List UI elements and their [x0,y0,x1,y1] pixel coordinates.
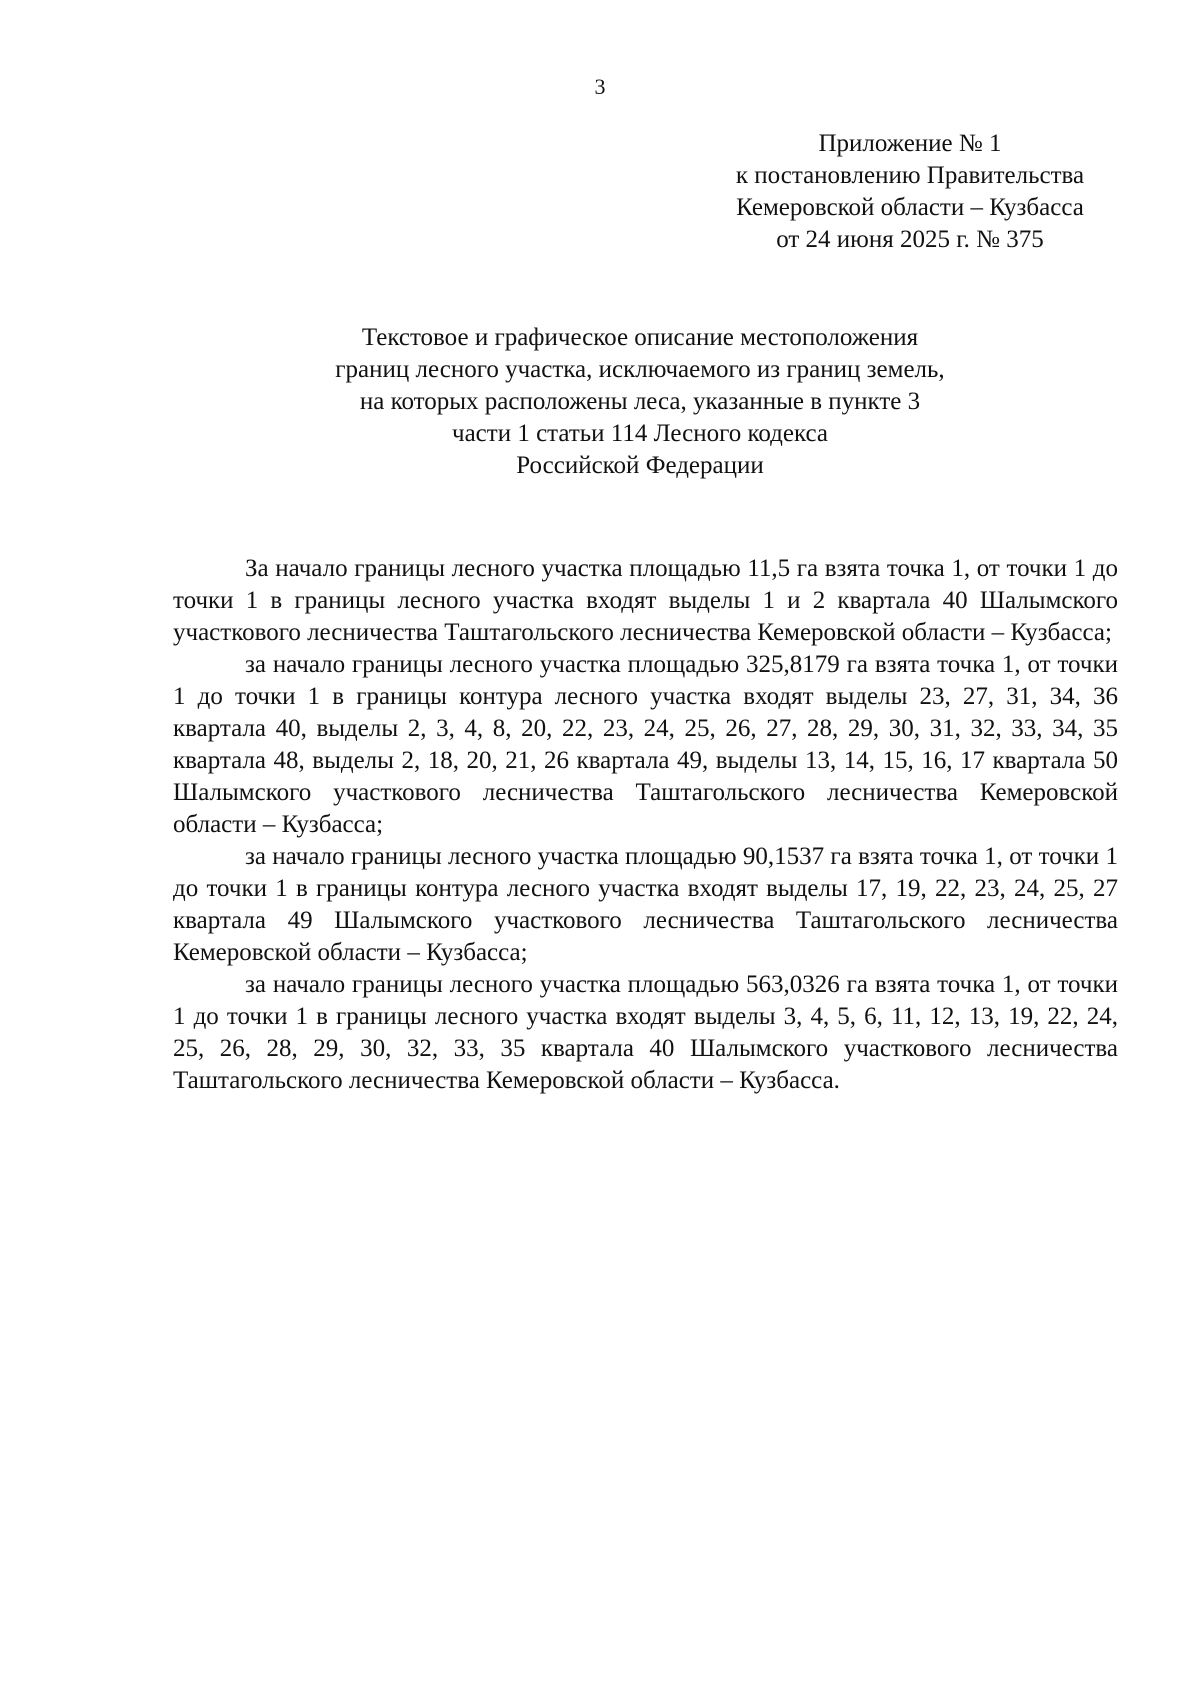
paragraph-1: За начало границы лесного участка площадью 11,5 га взята точка 1, от точки 1 до точки 1 в границы лесного участка входят выделы 1 и 2 квартала 40 Шалымского участкового лесничества Таштагольского лесничества Кемеровской области – Кузбасса; [173,555,1118,646]
title-line-2: границ лесного участка, исключаемого из границ земель, [335,356,945,383]
page-number: 3 [594,74,606,99]
appendix-header [700,128,1120,256]
paragraph-3: за начало границы лесного участка площадью 90,1537 га взята точка 1, от точки 1 до точки 1 в границы контура лесного участка входят выделы 17, 19, 22, 23, 24, 25, 27 квартала 49 Шалымского участкового лесничества Таштагольского лесничества Кемеровской области – Кузбасса; [173,843,1118,966]
paragraph-4: за начало границы лесного участка площадью 563,0326 га взята точка 1, от точки 1 до точки 1 в границы лесного участка входят выделы 3, 4, 5, 6, 11, 12, 13, 19, 22, 24, 25, 26, 28, 29, 30, 32, 33, 35 квартала 40 Шалымского участкового лесничества Таштагольского лесничества Кемеровской области – Кузбасса. [173,971,1118,1094]
title-line-1: Текстовое и графическое описание местоположения [361,324,919,351]
title-line-3: на которых расположены леса, указанные в пункте 3 [359,388,921,415]
appendix-line-4: от 24 июня 2025 г. № 375 [776,226,1044,253]
appendix-line-2: к постановлению Правительства [735,162,1085,189]
title-line-5: Российской Федерации [516,452,764,479]
title-line-4: части 1 статьи 114 Лесного кодекса [452,420,828,447]
paragraph-2: за начало границы лесного участка площадью 325,8179 га взята точка 1, от точки 1 до точки 1 в границы контура лесного участка входят выделы 23, 27, 31, 34, 36 квартала 40, выделы 2, 3, 4, 8, 20, 22, 23, 24, 25, 26, 27, 28, 29, 30, 31, 32, 33, 34, 35 квартала 48, выделы 2, 18, 20, 21, 26 квартала 49, выделы 13, 14, 15, 16, 17 квартала 50 Шалымского участкового лесничества Таштагольского лесничества Кемеровской области – Кузбасса; [173,651,1118,838]
appendix-line-1: Приложение № 1 [818,130,1002,157]
document-title [170,322,1110,482]
body-text [173,553,1118,1097]
appendix-line-3: Кемеровской области – Кузбасса [736,194,1084,221]
